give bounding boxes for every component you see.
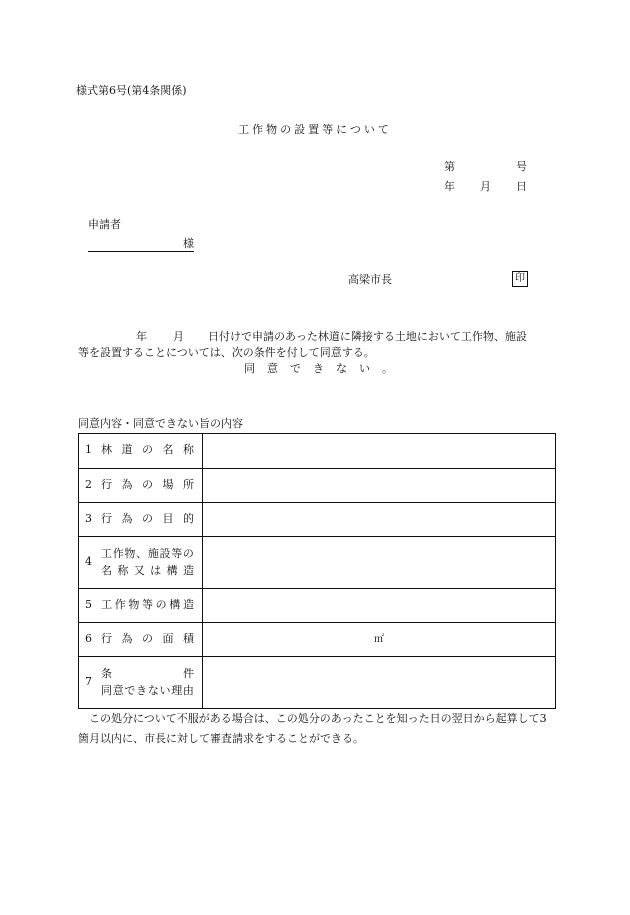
row-label-line-1: 条 件 xyxy=(101,667,194,680)
forest-road-name-cell[interactable] xyxy=(203,434,556,469)
structure-name-cell[interactable] xyxy=(203,537,556,589)
row-label: 工 作 物 等 の 構 造 xyxy=(101,598,194,611)
applicant-honorific: 様 xyxy=(183,237,194,250)
row-label-cell xyxy=(79,503,203,537)
row-label-cell xyxy=(79,434,203,469)
row-label-cell xyxy=(79,537,203,589)
table-row xyxy=(79,537,556,589)
issuer-name: 高梁市長 xyxy=(348,273,392,286)
reference-date-month: 月 xyxy=(480,180,491,193)
seal-mark: 印 xyxy=(512,271,528,287)
body-line-2: 等を設置することについては、次の条件を付して同意する。 xyxy=(78,346,375,359)
reference-date-day: 日 xyxy=(516,180,527,193)
row-number: 5 xyxy=(85,598,92,611)
applicant-name-line xyxy=(88,236,194,252)
row-label-cell xyxy=(79,657,203,709)
row-number: 2 xyxy=(85,478,92,491)
row-label: 行 為 の 場 所 xyxy=(101,478,194,491)
body-year: 年 xyxy=(136,330,147,343)
row-label-line-2: 同 意 で き な い 理 由 xyxy=(101,684,194,697)
row-label-line-1: 工 作 物 、 施 設 等 の xyxy=(101,547,194,560)
reference-number xyxy=(444,159,527,176)
conditions-table xyxy=(78,433,556,709)
table-row xyxy=(79,503,556,537)
document-title: 工作物の設置等について xyxy=(238,123,392,136)
area-unit: ㎡ xyxy=(374,634,384,645)
activity-location-cell[interactable] xyxy=(203,469,556,503)
row-number: 1 xyxy=(85,443,92,456)
form-number: 様式第6号(第4条関係) xyxy=(76,84,187,97)
applicant-label: 申請者 xyxy=(88,218,121,231)
row-number: 7 xyxy=(85,675,92,688)
table-caption: 同意内容・同意できない旨の内容 xyxy=(78,417,243,430)
table-row xyxy=(79,589,556,623)
table-row xyxy=(79,469,556,503)
row-number: 3 xyxy=(85,512,92,525)
structure-construction-cell[interactable] xyxy=(203,589,556,623)
body-line-1-text: 日付けで申請のあった林道に隣接する土地において工作物、施設 xyxy=(208,330,527,343)
activity-purpose-cell[interactable] xyxy=(203,503,556,537)
table-row xyxy=(79,623,556,657)
row-label: 行 為 の 目 的 xyxy=(101,512,194,525)
area-cell[interactable] xyxy=(203,623,556,657)
body-month: 月 xyxy=(173,330,184,343)
row-number: 6 xyxy=(85,632,92,645)
table-row xyxy=(79,434,556,469)
row-label: 行 為 の 面 積 xyxy=(101,632,194,645)
conditions-reason-cell[interactable] xyxy=(203,657,556,709)
row-label-line-2: 名 称 又 は 構 造 xyxy=(101,564,194,577)
row-label xyxy=(101,665,194,699)
row-label-cell xyxy=(79,469,203,503)
reference-number-suffix: 号 xyxy=(516,160,527,173)
reference-number-prefix: 第 xyxy=(444,160,455,173)
row-label-cell xyxy=(79,623,203,657)
appeal-notice: この処分について不服がある場合は、この処分のあったことを知った日の翌日から起算して3箇月以内に、市長に対して審査請求をすることができる。 xyxy=(78,712,547,745)
row-label: 林 道 の 名 称 xyxy=(101,443,194,456)
row-label xyxy=(101,545,194,579)
body-line-1 xyxy=(136,329,527,346)
row-number: 4 xyxy=(85,555,92,568)
reference-date xyxy=(444,179,527,196)
reference-date-year: 年 xyxy=(444,180,455,193)
table-row xyxy=(79,657,556,709)
row-label-cell xyxy=(79,589,203,623)
body-line-3: 同意できない。 xyxy=(244,362,405,375)
